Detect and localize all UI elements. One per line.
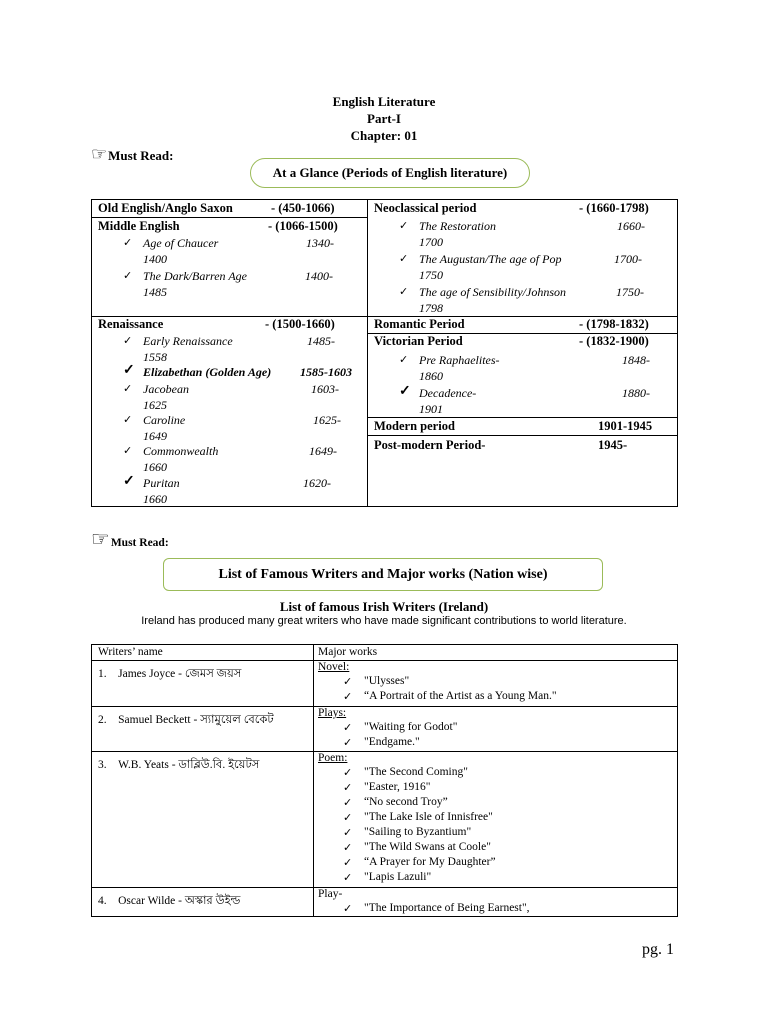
check-icon: ✓ (343, 722, 353, 734)
period-middle-english: Middle English (98, 219, 180, 233)
list-item: ✓ "The Second Coming" (343, 766, 468, 779)
period-victorian-range: - (1832-1900) (579, 334, 649, 348)
check-icon: ✓ (343, 691, 353, 703)
check-icon: ✓ (343, 872, 353, 884)
list-item: ✓ "The Importance of Being Earnest", (343, 902, 530, 915)
irish-writers-table (91, 644, 678, 917)
period-neoclassical-range: - (1660-1798) (579, 201, 649, 215)
check-icon: ✓ (399, 384, 411, 399)
check-icon: ✓ (343, 676, 353, 688)
check-icon: ✓ (343, 782, 353, 794)
check-icon: ✓ (399, 286, 409, 298)
check-icon: ✓ (343, 737, 353, 749)
period-postmodern-range: 1945- (598, 438, 628, 452)
list-item: ✓ "The Lake Isle of Innisfree" (343, 811, 493, 824)
check-icon: ✓ (123, 474, 135, 489)
list-item: ✓ "Endgame." (343, 736, 420, 749)
period-modern: Modern period (374, 419, 455, 433)
list-item: ✓ "Sailing to Byzantium" (343, 826, 472, 839)
work-type: Poem: (318, 752, 348, 764)
work-type: Play- (318, 888, 343, 900)
list-item: ✓ “No second Troy” (343, 796, 448, 809)
check-icon: ✓ (123, 383, 133, 395)
period-renaissance-range: - (1500-1660) (265, 317, 335, 331)
table-row: 3. W.B. Yeats - ডাব্লিউ.বি. ইয়েটস (98, 759, 260, 771)
periods-table: Old English/Anglo Saxon - (450-1066) Middle English - (1066-1500) ✓ Age of Chaucer 1340- 1400 ✓ The Dark/Barren Age 1400- 1485 Renaissance - (1500-1660) ✓ Early Renaissance 1485- 1558 ✓ Elizabethan (Golden Age) 1585-1603 ✓ Jacobean 1603- 1625 ✓ Caroline 1625- 1649 ✓ Commonwealth 1649- 1660 ✓ Puritan 1620- 1660 Neoclassical period - (1660-1798) ✓ The Restoration 1660- 1700 ✓ The Augustan/The age of Pop 1700- 1750 ✓ The age of Sensibility/Johnson 1750- 1798 Romantic Period - (1798-1832) Victorian Period - (1832-1900) ✓ Pre Raphaelites- 1848- 1860 ✓ Decadence- 1880- 1901 Modern period 1901-1945 Post-modern Period- 1945- (91, 199, 678, 507)
period-old-english-range: - (450-1066) (271, 201, 335, 215)
part-label: Part-I (367, 111, 401, 126)
check-icon: ✓ (123, 414, 133, 426)
table-row: 4. Oscar Wilde - অস্কার উইল্ড (98, 895, 241, 907)
must-read-heading-2 (91, 527, 169, 552)
list-item: ✓ “A Portrait of the Artist as a Young Man." (343, 690, 557, 703)
period-victorian: Victorian Period (374, 334, 463, 348)
check-icon: ✓ (343, 797, 353, 809)
writers-callout (163, 558, 603, 591)
chapter-label: Chapter: 01 (350, 128, 418, 143)
col-major-works: Major works (318, 646, 378, 658)
glance-callout (250, 158, 530, 188)
glance-callout-text: At a Glance (Periods of English literature) (272, 165, 508, 180)
irish-writers-intro: Ireland has produced many great writers who have made significant contributions to world literature. (141, 615, 627, 627)
pointing-hand-icon: ☞ (91, 527, 110, 551)
list-item: ✓ "Easter, 1916" (343, 781, 431, 794)
check-icon: ✓ (343, 827, 353, 839)
check-icon: ✓ (123, 237, 133, 249)
list-item: ✓ "Lapis Lazuli" (343, 871, 432, 884)
check-icon: ✓ (123, 270, 133, 282)
check-icon: ✓ (123, 335, 133, 347)
check-icon: ✓ (343, 842, 353, 854)
must-read-heading (91, 144, 174, 165)
check-icon: ✓ (343, 812, 353, 824)
must-read-label-2: Must Read: (110, 537, 169, 549)
work-type: Plays: (318, 707, 347, 719)
check-icon: ✓ (123, 445, 133, 457)
period-romantic-range: - (1798-1832) (579, 317, 649, 331)
period-old-english: Old English/Anglo Saxon (98, 201, 233, 215)
table-row: 2. Samuel Beckett - স্যামুয়েল বেকেট (98, 714, 274, 726)
check-icon: ✓ (399, 220, 409, 232)
document-title: English Literature (332, 94, 436, 109)
irish-writers-title: List of famous Irish Writers (Ireland) (279, 599, 489, 614)
check-icon: ✓ (399, 253, 409, 265)
check-icon: ✓ (399, 354, 409, 366)
period-modern-range: 1901-1945 (598, 419, 653, 433)
pointing-hand-icon: ☞ (91, 144, 108, 164)
period-romantic: Romantic Period (374, 317, 465, 331)
list-item: ✓ "Waiting for Godot" (343, 721, 458, 734)
check-icon: ✓ (343, 903, 353, 915)
check-icon: ✓ (123, 363, 135, 378)
list-item: ✓ "The Wild Swans at Coole" (343, 841, 491, 854)
list-item: ✓ “A Prayer for My Daughter” (343, 856, 496, 869)
period-renaissance: Renaissance (98, 317, 164, 331)
col-writers-name: Writers’ name (98, 646, 163, 658)
period-middle-english-range: - (1066-1500) (268, 219, 338, 233)
check-icon: ✓ (343, 767, 353, 779)
work-type: Novel: (318, 661, 350, 673)
writers-callout-text: List of Famous Writers and Major works (Nation wise) (218, 566, 548, 582)
list-item: ✓ "Ulysses" (343, 675, 410, 688)
must-read-label: Must Read: (108, 148, 174, 163)
page-number: pg. 1 (642, 941, 674, 958)
table-row: 1. James Joyce - জেমস জয়স (98, 668, 242, 680)
period-postmodern: Post-modern Period- (374, 438, 486, 452)
period-neoclassical: Neoclassical period (374, 201, 477, 215)
check-icon: ✓ (343, 857, 353, 869)
